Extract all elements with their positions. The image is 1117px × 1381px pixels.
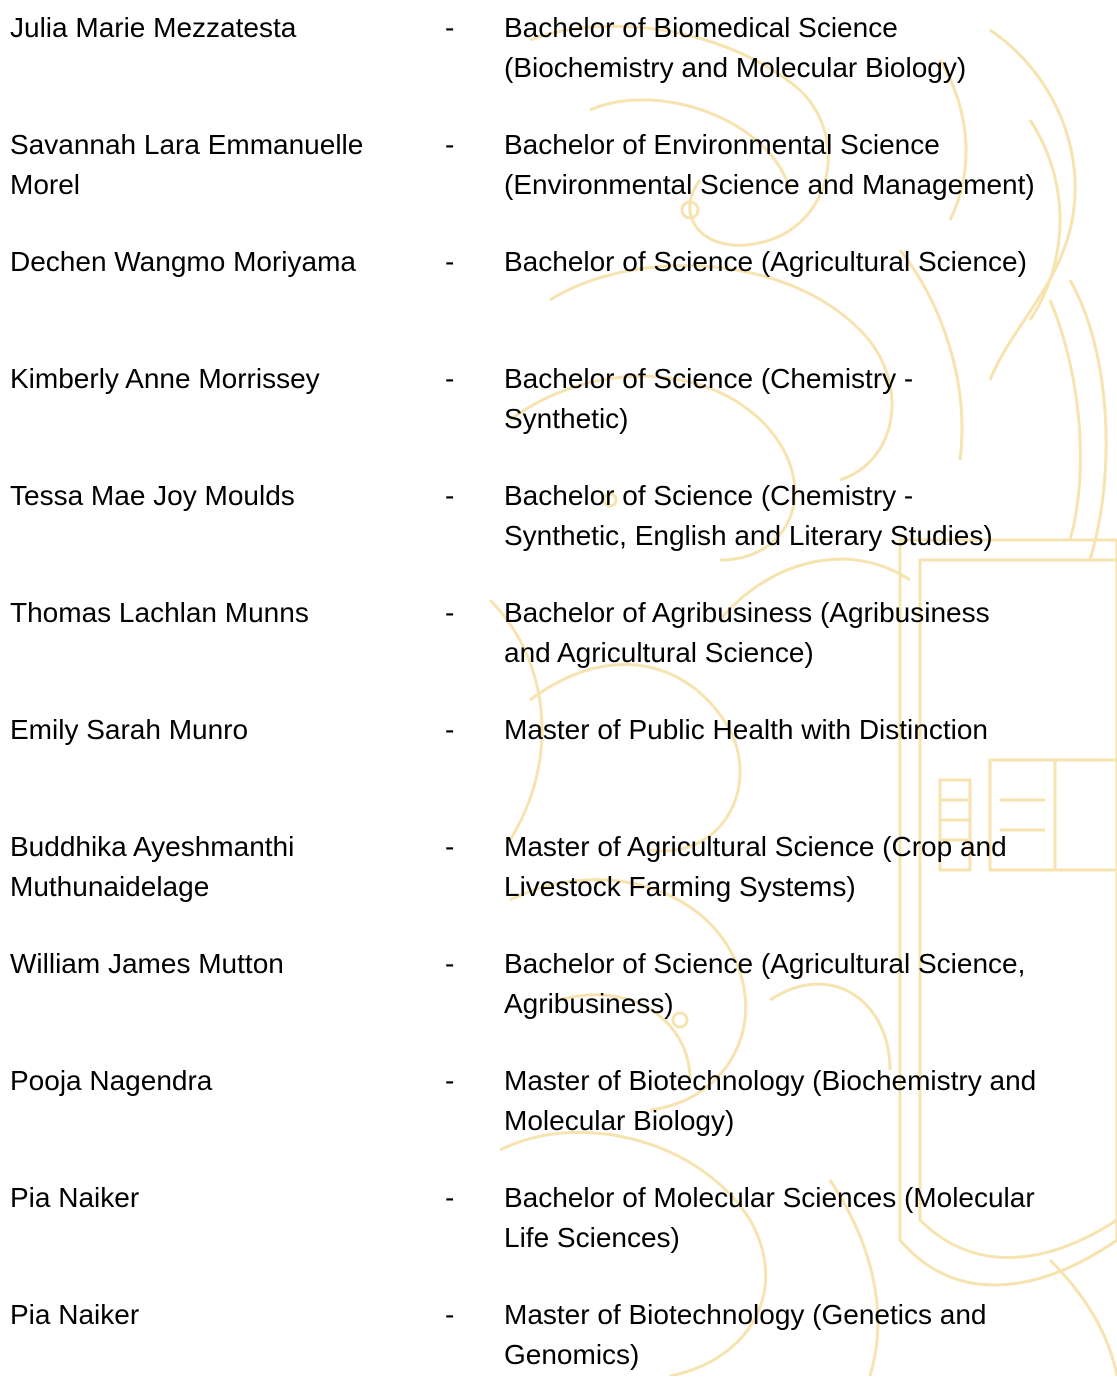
separator-dash: - <box>445 597 455 628</box>
graduate-name-line: Kimberly Anne Morrissey <box>10 363 320 394</box>
university-crest-watermark <box>470 0 1117 1376</box>
degree-title <box>504 1178 1117 1258</box>
degree-title-line: Bachelor of Science (Agricultural Science, <box>504 948 1026 979</box>
degree-title-line: Bachelor of Biomedical Science <box>504 12 898 43</box>
graduate-name <box>10 827 430 907</box>
graduate-name-line: Emily Sarah Munro <box>10 714 249 745</box>
degree-title-line: Genomics) <box>504 1339 640 1370</box>
degree-title-line: Master of Agricultural Science (Crop and <box>504 831 1007 862</box>
graduate-name-line: Pooja Nagendra <box>10 1065 213 1096</box>
graduate-name-line: Savannah Lara Emmanuelle <box>10 129 364 160</box>
graduate-name-line: William James Mutton <box>10 948 284 979</box>
graduate-name <box>10 476 430 516</box>
degree-title <box>504 1295 1117 1375</box>
degree-title-line: Bachelor of Science (Chemistry - <box>504 480 914 511</box>
degree-title <box>504 125 1117 205</box>
degree-title-line: Bachelor of Agribusiness (Agribusiness <box>504 597 990 628</box>
graduate-name-line: Pia Naiker <box>10 1299 140 1330</box>
degree-title-line: Master of Biotechnology (Genetics and <box>504 1299 987 1330</box>
degree-title <box>504 8 1117 88</box>
degree-title-line: Life Sciences) <box>504 1222 680 1253</box>
separator-dash: - <box>445 12 455 43</box>
degree-title <box>504 242 1117 282</box>
separator-dash: - <box>445 363 455 394</box>
graduate-name-line: Buddhika Ayeshmanthi <box>10 831 295 862</box>
graduate-name-line: Julia Marie Mezzatesta <box>10 12 297 43</box>
graduate-name <box>10 125 430 205</box>
separator-dash: - <box>445 1182 455 1213</box>
separator-dash: - <box>445 1299 455 1330</box>
degree-title-line: (Environmental Science and Management) <box>504 169 1035 200</box>
graduate-name-line: Muthunaidelage <box>10 871 210 902</box>
graduate-name-line: Morel <box>10 169 81 200</box>
degree-title-line: and Agricultural Science) <box>504 637 814 668</box>
graduate-name <box>10 593 430 633</box>
graduate-name <box>10 710 430 750</box>
degree-title <box>504 827 1117 907</box>
degree-title <box>504 359 1117 439</box>
degree-title-line: Bachelor of Science (Agricultural Science) <box>504 246 1027 277</box>
graduate-name <box>10 1061 430 1101</box>
graduate-name-line: Dechen Wangmo Moriyama <box>10 246 356 277</box>
graduate-name <box>10 359 430 399</box>
degree-title <box>504 944 1117 1024</box>
degree-title-line: Master of Public Health with Distinction <box>504 714 988 745</box>
degree-title <box>504 710 1117 750</box>
degree-title-line: Molecular Biology) <box>504 1105 735 1136</box>
graduate-name <box>10 1295 430 1335</box>
graduate-name-line: Thomas Lachlan Munns <box>10 597 309 628</box>
separator-dash: - <box>445 948 455 979</box>
separator-dash: - <box>445 831 455 862</box>
graduate-name <box>10 242 430 282</box>
degree-title-line: Livestock Farming Systems) <box>504 871 856 902</box>
degree-title <box>504 593 1117 673</box>
degree-title-line: Synthetic, English and Literary Studies) <box>504 520 993 551</box>
separator-dash: - <box>445 129 455 160</box>
graduate-name <box>10 944 430 984</box>
graduate-name <box>10 8 430 48</box>
graduate-name-line: Tessa Mae Joy Moulds <box>10 480 295 511</box>
degree-title-line: Bachelor of Molecular Sciences (Molecular <box>504 1182 1035 1213</box>
separator-dash: - <box>445 1065 455 1096</box>
graduate-name <box>10 1178 430 1218</box>
degree-title-line: Bachelor of Environmental Science <box>504 129 940 160</box>
degree-title-line: Bachelor of Science (Chemistry - <box>504 363 914 394</box>
separator-dash: - <box>445 246 455 277</box>
separator-dash: - <box>445 480 455 511</box>
degree-title-line: Synthetic) <box>504 403 629 434</box>
degree-title-line: (Biochemistry and Molecular Biology) <box>504 52 967 83</box>
degree-title-line: Master of Biotechnology (Biochemistry and <box>504 1065 1037 1096</box>
degree-title <box>504 1061 1117 1141</box>
degree-title-line: Agribusiness) <box>504 988 674 1019</box>
degree-title <box>504 476 1117 556</box>
graduate-name-line: Pia Naiker <box>10 1182 140 1213</box>
separator-dash: - <box>445 714 455 745</box>
